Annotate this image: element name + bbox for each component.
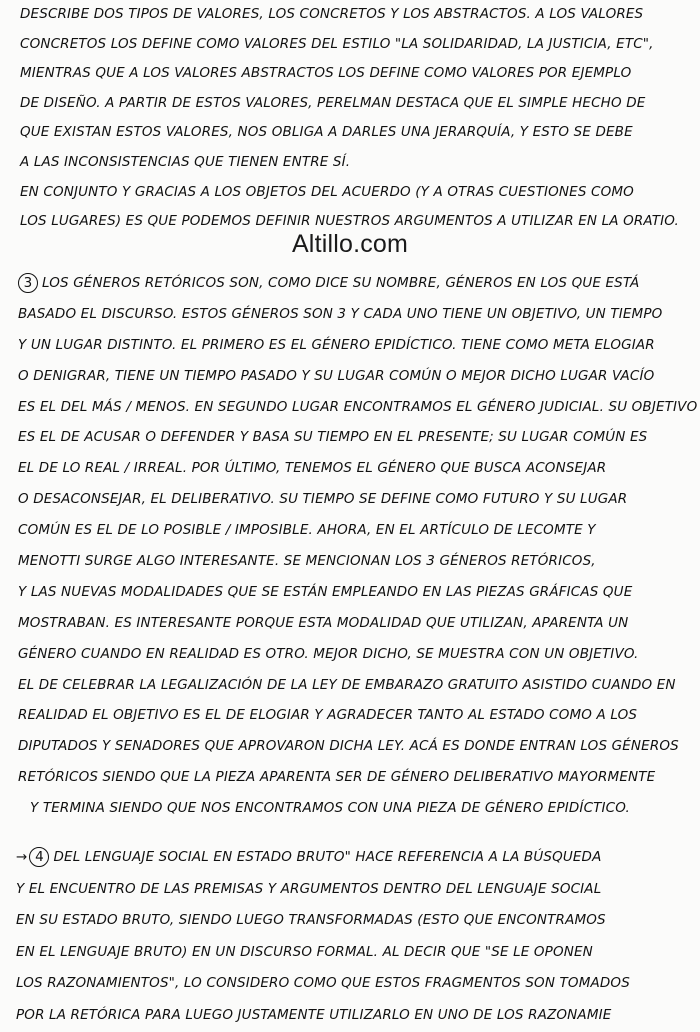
text-line: LOS GÉNEROS RETÓRICOS SON, COMO DICE SU NOMBRE, GÉNEROS EN LOS QUE ESTÁ [42,275,640,291]
text-line: ES EL DEL MÁS / MENOS. EN SEGUNDO LUGAR ENCONTRAMOS EL GÉNERO JUDICIAL. SU OBJETIVO [18,398,698,415]
text-line: LOS LUGARES) ES QUE PODEMOS DEFINIR NUESTROS ARGUMENTOS A UTILIZAR EN LA ORATIO. [20,213,679,230]
text-line: REALIDAD EL OBJETIVO ES EL DE ELOGIAR Y AGRADECER TANTO AL ESTADO COMO A LOS [18,707,638,724]
text-line: MENOTTI SURGE ALGO INTERESANTE. SE MENCIONAN LOS 3 GÉNEROS RETÓRICOS, [18,553,596,570]
text-line: EN EL LENGUAJE BRUTO) EN UN DISCURSO FORMAL. AL DECIR QUE "SE LE OPONEN [16,943,593,960]
text-line: CONCRETOS LOS DEFINE COMO VALORES DEL ESTILO "LA SOLIDARIDAD, LA JUSTICIA, ETC", [20,35,654,52]
text-line: BASADO EL DISCURSO. ESTOS GÉNEROS SON 3 Y CADA UNO TIENE UN OBJETIVO, UN TIEMPO [18,305,663,322]
paragraph-values [0,0,700,237]
text-line: MOSTRABAN. ES INTERESANTE PORQUE ESTA MODALIDAD QUE UTILIZAN, APARENTA UN [18,614,629,631]
text-line: A LAS INCONSISTENCIAS QUE TIENEN ENTRE SÍ. [20,153,351,170]
text-line: COMÚN ES EL DE LO POSIBLE / IMPOSIBLE. AHORA, EN EL ARTÍCULO DE LECOMTE Y [18,522,596,539]
text-line: EL DE LO REAL / IRREAL. POR ÚLTIMO, TENEMOS EL GÉNERO QUE BUSCA ACONSEJAR [18,460,607,477]
text-line: POR LA RETÓRICA PARA LUEGO JUSTAMENTE UTILIZARLO EN UNO DE LOS RAZONAMIE [16,1006,612,1023]
text-line: GÉNERO CUANDO EN REALIDAD ES OTRO. MEJOR DICHO, SE MUESTRA CON UN OBJETIVO. [18,645,639,662]
text-line-first [0,842,700,874]
text-line: Y LAS NUEVAS MODALIDADES QUE SE ESTÁN EMPLEANDO EN LAS PIEZAS GRÁFICAS QUE [18,583,633,600]
text-line: EN SU ESTADO BRUTO, SIENDO LUEGO TRANSFORMADAS (ESTO QUE ENCONTRAMOS [16,912,606,928]
watermark-text: Altillo.com [291,230,409,258]
text-line: DESCRIBE DOS TIPOS DE VALORES, LOS CONCRETOS Y LOS ABSTRACTOS. A LOS VALORES [20,6,644,22]
text-line: DEL LENGUAJE SOCIAL EN ESTADO BRUTO" HACE REFERENCIA A LA BÚSQUEDA [53,849,602,865]
item-number-marker: 3 [18,273,38,293]
paragraph-social-language [0,842,700,1031]
text-line: O DESACONSEJAR, EL DELIBERATIVO. SU TIEMPO SE DEFINE COMO FUTURO Y SU LUGAR [18,491,628,508]
item-number-marker: 4 [29,847,49,867]
text-line: RETÓRICOS SIENDO QUE LA PIEZA APARENTA SER DE GÉNERO DELIBERATIVO MAYORMENTE [18,769,656,786]
text-line: Y UN LUGAR DISTINTO. EL PRIMERO ES EL GÉNERO EPIDÍCTICO. TIENE COMO META ELOGIAR [18,336,655,353]
arrow-icon: → [16,849,28,865]
text-line: LOS RAZONAMIENTOS", LO CONSIDERO COMO QUE ESTOS FRAGMENTOS SON TOMADOS [16,975,630,991]
text-line: O DENIGRAR, TIENE UN TIEMPO PASADO Y SU LUGAR COMÚN O MEJOR DICHO LUGAR VACÍO [18,367,655,384]
text-line: DE DISEÑO. A PARTIR DE ESTOS VALORES, PERELMAN DESTACA QUE EL SIMPLE HECHO DE [20,94,646,111]
text-line: DIPUTADOS Y SENADORES QUE APROVARON DICHA LEY. ACÁ ES DONDE ENTRAN LOS GÉNEROS [18,738,679,755]
text-line: EL DE CELEBRAR LA LEGALIZACIÓN DE LA LEY DE EMBARAZO GRATUITO ASISTIDO CUANDO EN [18,676,676,693]
paragraph-rhetorical-genres [0,268,700,824]
text-line-first [0,268,700,299]
text-line: Y TERMINA SIENDO QUE NOS ENCONTRAMOS CON UNA PIEZA DE GÉNERO EPIDÍCTICO. [30,800,630,817]
text-line: ES EL DE ACUSAR O DEFENDER Y BASA SU TIEMPO EN EL PRESENTE; SU LUGAR COMÚN ES [18,429,648,446]
text-line: EN CONJUNTO Y GRACIAS A LOS OBJETOS DEL ACUERDO (Y A OTRAS CUESTIONES COMO [20,183,634,200]
text-line: Y EL ENCUENTRO DE LAS PREMISAS Y ARGUMENTOS DENTRO DEL LENGUAJE SOCIAL [16,880,602,897]
text-line: QUE EXISTAN ESTOS VALORES, NOS OBLIGA A DARLES UNA JERARQUÍA, Y ESTO SE DEBE [20,124,633,141]
text-line: MIENTRAS QUE A LOS VALORES ABSTRACTOS LOS DEFINE COMO VALORES POR EJEMPLO [20,65,632,82]
